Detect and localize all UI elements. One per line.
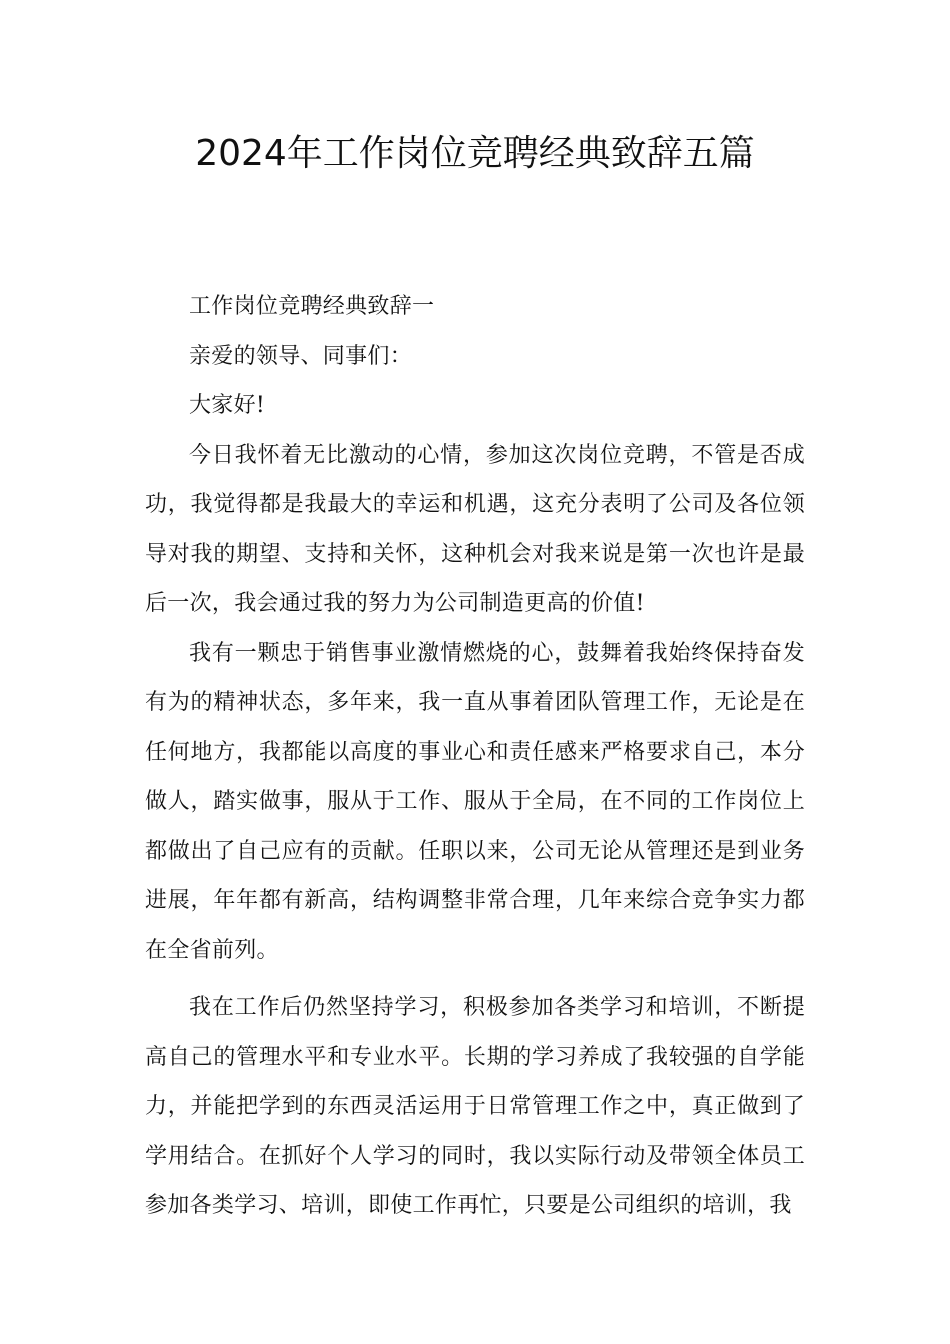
document-body [145, 282, 805, 1231]
body-paragraph: 我在工作后仍然坚持学习，积极参加各类学习和培训，不断提高自己的管理水平和专业水平。长期的学习养成了我较强的自学能力，并能把学到的东西灵活运用于日常管理工作之中，真正做到了学用结合。在抓好个人学习的同时，我以实际行动及带领全体员工参加各类学习、培训，即使工作再忙，只要是公司组织的培训，我 [145, 995, 805, 1218]
document-title: 2024年工作岗位竞聘经典致辞五篇 [195, 133, 755, 174]
body-paragraph: 我有一颗忠于销售事业激情燃烧的心，鼓舞着我始终保持奋发有为的精神状态，多年来，我一直从事着团队管理工作，无论是在任何地方，我都能以高度的事业心和责任感来严格要求自己，本分做人，踏实做事，服从于工作、服从于全局，在不同的工作岗位上都做出了自己应有的贡献。任职以来，公司无论从管理还是到业务进展，年年都有新高，结构调整非常合理，几年来综合竞争实力都在全省前列。 [145, 640, 805, 963]
section-heading: 工作岗位竞聘经典致辞一 [189, 294, 435, 319]
salutation: 亲爱的领导、同事们： [189, 343, 413, 369]
greeting: 大家好! [189, 393, 266, 418]
body-paragraph: 今日我怀着无比激动的心情，参加这次岗位竞聘，不管是否成功，我觉得都是我最大的幸运和机遇，这充分表明了公司及各位领导对我的期望、支持和关怀，这种机会对我来说是第一次也许是最后一次，我会通过我的努力为公司制造更高的价值! [145, 442, 805, 616]
